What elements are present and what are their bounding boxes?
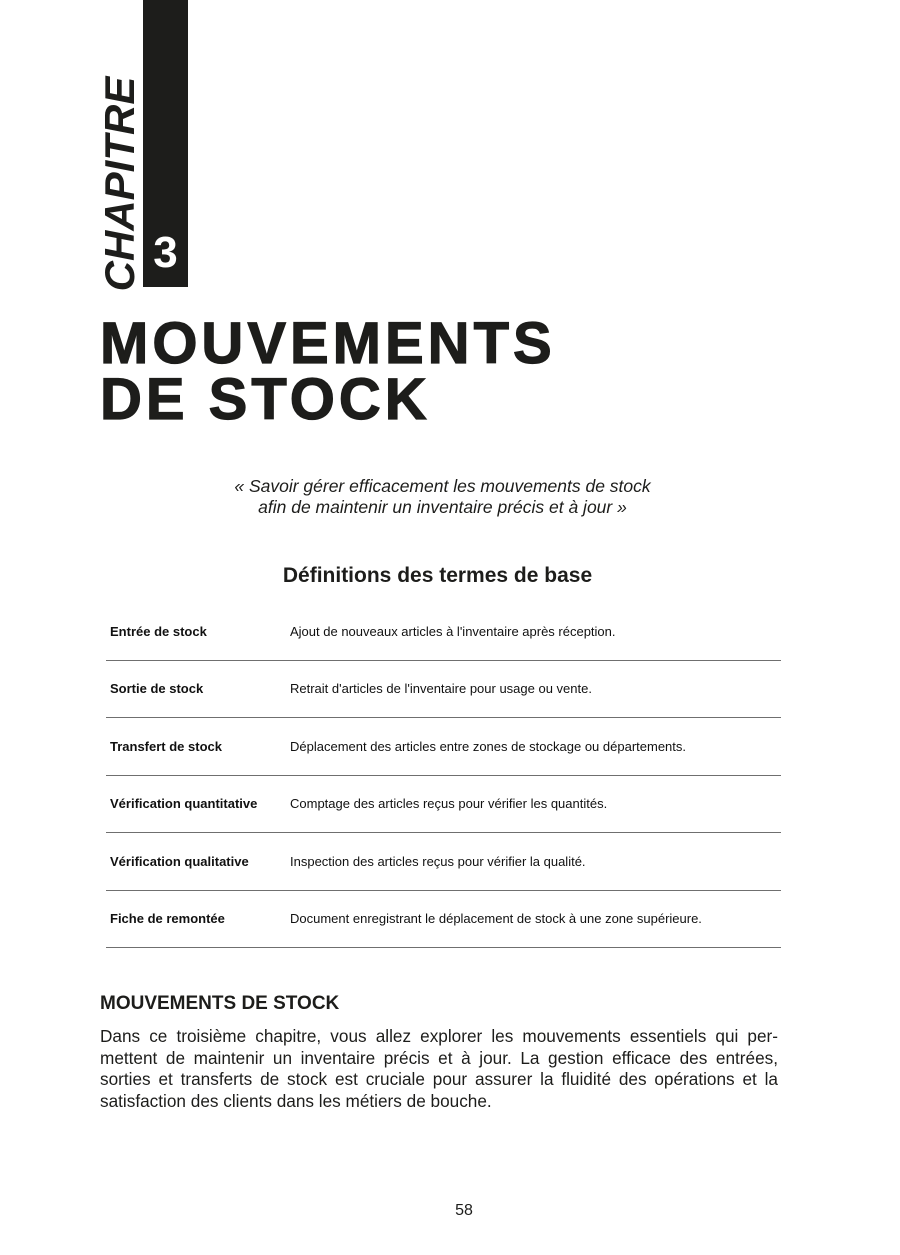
definitions-heading: Définitions des termes de base [282,564,593,587]
definition-term: Entrée de stock [110,623,207,639]
body-line: Dans ce troisième chapitre, vous allez explorer les mouvements essentiels qui per- [100,1026,778,1046]
chapter-quote [150,476,735,518]
definition-description: Comptage des articles reçus pour vérifier les quantités. [290,796,608,812]
chapter-title-line-2: DE STOCK [100,367,431,432]
definition-term: Sortie de stock [110,681,204,697]
body-line: mettent de maintenir un inventaire précis et à jour. La gestion efficace des entrées, [100,1047,778,1068]
quote-line-1: « Savoir gérer efficacement les mouvements de stock [234,476,651,496]
body-line: sorties et transferts de stock est cruciale pour assurer la fluidité des opérations et la [100,1069,778,1089]
table-row [106,661,781,719]
section-body [100,1026,778,1112]
definition-term: Vérification quantitative [110,796,258,812]
definition-description: Retrait d'articles de l'inventaire pour usage ou vente. [290,681,592,697]
chapter-label: CHAPITRE [96,76,143,292]
table-row [106,891,781,949]
definition-term: Vérification qualitative [110,853,249,869]
table-row [106,833,781,891]
definition-description: Ajout de nouveaux articles à l'inventaire après réception. [290,623,616,639]
section-heading: MOUVEMENTS DE STOCK [100,993,340,1014]
page-number: 58 [455,1202,473,1219]
table-row [106,776,781,834]
definition-description: Déplacement des articles entre zones de stockage ou départements. [290,738,687,754]
table-row [106,718,781,776]
definition-description: Inspection des articles reçus pour vérifier la qualité. [290,853,586,869]
quote-line-2: afin de maintenir un inventaire précis et à jour » [258,497,627,517]
chapter-number: 3 [153,228,178,277]
chapter-title [100,311,556,432]
definition-term: Transfert de stock [110,738,222,754]
body-line: satisfaction des clients dans les métiers de bouche. [100,1090,492,1111]
definition-term: Fiche de remontée [110,911,225,927]
definition-description: Document enregistrant le déplacement de stock à une zone supérieure. [290,911,702,927]
table-row [106,603,781,661]
definitions-table [106,603,781,948]
chapter-title-line-1: MOUVEMENTS [100,311,556,376]
